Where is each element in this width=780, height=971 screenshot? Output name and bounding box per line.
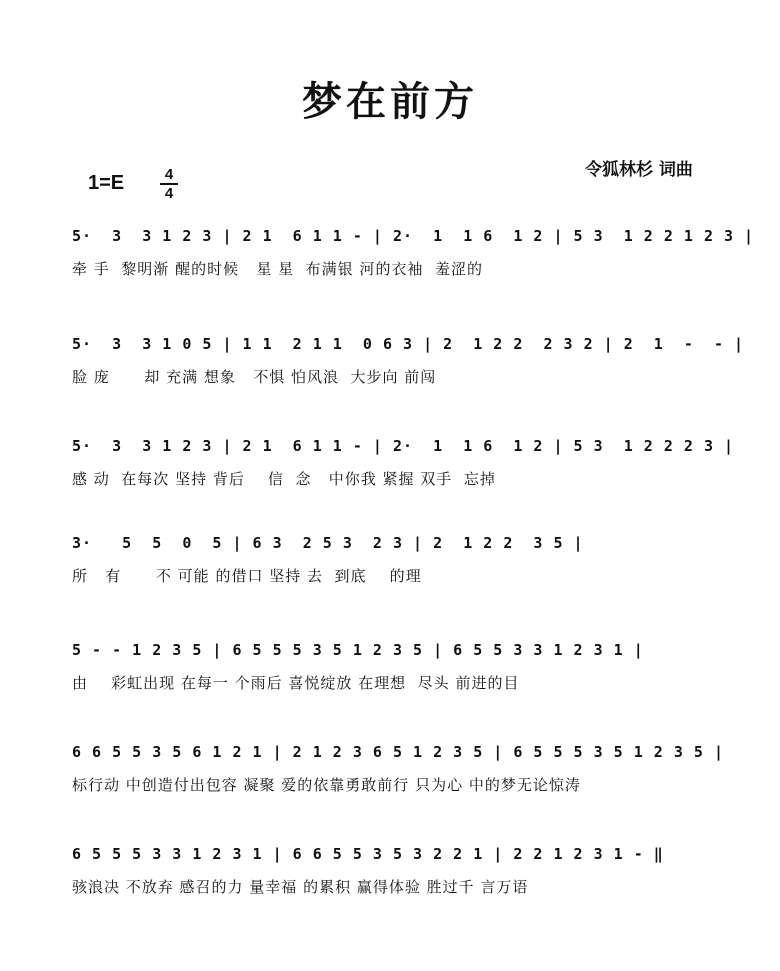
score-system-1 xyxy=(72,222,755,292)
score-system-5 xyxy=(72,636,712,706)
time-signature-top: 4 xyxy=(164,166,174,183)
score-system-6 xyxy=(72,738,724,808)
lyric-line: 所 有 不 可能 的借口 坚持 去 到底 的理 xyxy=(72,567,422,585)
score-system-7 xyxy=(72,840,712,910)
author-credit: 令狐林杉 词曲 xyxy=(585,160,693,180)
score-system-3 xyxy=(72,432,735,502)
time-signature-bottom: 4 xyxy=(164,185,174,202)
score-system-4 xyxy=(72,529,712,599)
notation-line: 3· 5 5 0 5 | 6 3 2 5 3 2 3 | 2 1 2 2 3 5 | xyxy=(72,534,584,552)
notation-line: 5· 3 3 1 2 3 | 2 1 6 1 1 - | 2· 1 1 6 1 2 | 5 3 1 2 2 2 3 | xyxy=(72,437,735,455)
lyric-line: 牵 手 黎明渐 醒的时候 星 星 布满银 河的衣袖 羞涩的 xyxy=(72,260,483,278)
notation-line: 6 6 5 5 3 5 6 1 2 1 | 2 1 2 3 6 5 1 2 3 5 | 6 5 5 5 3 5 1 2 3 5 | xyxy=(72,743,724,761)
lyric-line: 骇浪决 不放弃 感召的力 量幸福 的累积 赢得体验 胜过千 言万语 xyxy=(72,878,529,896)
notation-line: 5 - - 1 2 3 5 | 6 5 5 5 3 5 1 2 3 5 | 6 5 5 3 3 1 2 3 1 | xyxy=(72,641,644,659)
time-signature xyxy=(160,167,178,201)
lyric-line: 由 彩虹出现 在每一 个雨后 喜悦绽放 在理想 尽头 前进的目 xyxy=(72,674,520,692)
lyric-line: 感 动 在每次 坚持 背后 信 念 中你我 紧握 双手 忘掉 xyxy=(72,470,496,488)
song-title: 梦在前方 xyxy=(302,79,478,125)
lyric-line: 标行动 中创造付出包容 凝聚 爱的依靠勇敢前行 只为心 中的梦无论惊涛 xyxy=(72,776,581,794)
lyric-line: 脸 庞 却 充满 想象 不惧 怕风浪 大步向 前闯 xyxy=(72,368,437,386)
notation-line: 5· 3 3 1 2 3 | 2 1 6 1 1 - | 2· 1 1 6 1 2 | 5 3 1 2 2 1 2 3 | xyxy=(72,227,755,245)
notation-line: 5· 3 3 1 0 5 | 1 1 2 1 1 0 6 3 | 2 1 2 2 2 3 2 | 2 1 - - | xyxy=(72,335,745,353)
key-signature: 1=E xyxy=(88,172,125,194)
score-system-2 xyxy=(72,330,745,400)
notation-line: 6 5 5 5 3 3 1 2 3 1 | 6 6 5 5 3 5 3 2 2 1 | 2 2 1 2 3 1 - ‖ xyxy=(72,845,664,863)
